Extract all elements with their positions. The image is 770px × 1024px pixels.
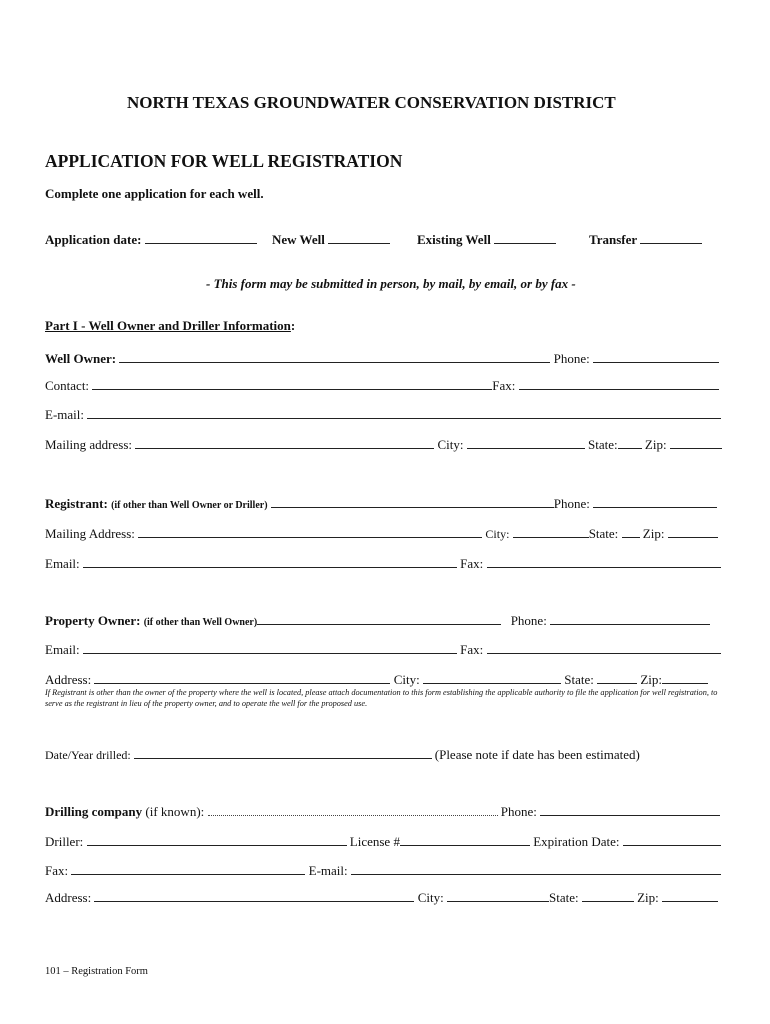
property-owner-zip-field[interactable] (662, 671, 708, 684)
property-owner-address-field[interactable] (94, 671, 390, 684)
form-title: APPLICATION FOR WELL REGISTRATION (45, 151, 403, 171)
property-owner-zip-label: Zip: (640, 672, 663, 687)
date-drilled-row (45, 746, 640, 763)
property-owner-qualifier: (if other than Well Owner) (143, 617, 258, 628)
driller-email-field[interactable] (351, 862, 721, 875)
registrant-mailing-field[interactable] (138, 525, 482, 538)
contact-field[interactable] (92, 377, 492, 390)
application-date-label: Application date: (45, 232, 142, 247)
part1-heading-text: Part I - Well Owner and Driller Information (45, 318, 291, 333)
driller-state-label: State: (548, 890, 579, 905)
transfer-label: Transfer (589, 232, 638, 247)
driller-row (45, 833, 721, 850)
driller-address-label: Address: (45, 890, 92, 905)
drilling-company-label: Drilling company (45, 804, 143, 819)
registrant-phone-field[interactable] (593, 495, 717, 508)
date-drilled-label: Date/Year drilled: (45, 748, 131, 762)
part1-heading-colon: : (290, 318, 296, 333)
license-field[interactable] (400, 833, 530, 846)
submission-note: - This form may be submitted in person, by mail, by email, or by fax - (206, 276, 576, 291)
drilling-company-row (45, 803, 720, 820)
driller-state-field[interactable] (582, 889, 634, 902)
registrant-email-label: Email: (45, 556, 80, 571)
property-owner-email-row (45, 641, 721, 658)
property-owner-phone-field[interactable] (550, 612, 710, 625)
registrant-email-field[interactable] (83, 555, 457, 568)
well-owner-phone-field[interactable] (593, 350, 719, 363)
registrant-phone-label: Phone: (553, 496, 590, 511)
well-owner-label: Well Owner: (45, 351, 117, 366)
application-date-field[interactable] (145, 231, 257, 244)
instruction-text: Complete one application for each well. (45, 186, 264, 201)
driller-city-label: City: (417, 890, 444, 905)
property-owner-address-row (45, 671, 708, 688)
driller-zip-field[interactable] (662, 889, 718, 902)
driller-zip-label: Zip: (637, 890, 659, 905)
driller-address-row (45, 889, 718, 906)
registrant-row (45, 495, 717, 512)
driller-label: Driller: (45, 834, 84, 849)
registrant-field[interactable] (271, 495, 554, 508)
registrant-fax-label: Fax: (460, 556, 484, 571)
application-type-row (45, 231, 257, 248)
form-footer: 101 – Registration Form (45, 966, 148, 977)
expiration-label: Expiration Date: (533, 834, 620, 849)
driller-field[interactable] (87, 833, 347, 846)
drilling-company-phone-label: Phone: (500, 804, 537, 819)
property-owner-state-field[interactable] (597, 671, 637, 684)
well-owner-field[interactable] (119, 350, 550, 363)
existing-well-label: Existing Well (417, 232, 491, 247)
contact-label: Contact: (45, 378, 90, 393)
well-owner-zip-label: Zip: (644, 437, 667, 452)
drilling-company-qualifier: (if known): (145, 804, 205, 819)
property-owner-email-field[interactable] (83, 641, 457, 654)
property-owner-address-label: Address: (45, 672, 92, 687)
property-owner-city-label: City: (393, 672, 420, 687)
well-owner-mailing-row (45, 436, 722, 453)
contact-fax-label: Fax: (492, 378, 516, 393)
driller-fax-row (45, 862, 721, 879)
license-label: License # (349, 834, 400, 849)
well-owner-email-field[interactable] (87, 406, 721, 419)
existing-well-option (417, 231, 556, 248)
date-drilled-field[interactable] (134, 746, 432, 759)
property-owner-email-label: Email: (45, 642, 80, 657)
driller-email-label: E-mail: (308, 863, 348, 878)
well-owner-state-label: State: (588, 437, 618, 452)
driller-fax-label: Fax: (45, 863, 69, 878)
contact-fax-field[interactable] (519, 377, 719, 390)
drilling-company-field[interactable] (208, 803, 498, 816)
transfer-option (589, 231, 702, 248)
property-owner-fax-label: Fax: (460, 642, 484, 657)
drilling-company-phone-field[interactable] (540, 803, 720, 816)
registrant-state-field[interactable] (622, 525, 640, 538)
new-well-field[interactable] (328, 231, 390, 244)
registrant-fax-field[interactable] (487, 555, 721, 568)
well-owner-city-field[interactable] (467, 436, 585, 449)
registrant-label: Registrant: (45, 496, 108, 511)
registrant-zip-label: Zip: (642, 526, 665, 541)
registrant-mailing-label: Mailing Address: (45, 526, 135, 541)
district-title: NORTH TEXAS GROUNDWATER CONSERVATION DISTRICT (127, 93, 616, 112)
property-owner-note: If Registrant is other than the owner of the property where the well is located, please attach documentation to this form establishing the applicable authority to file the application for well registration, to serve as the registrant in lieu of the property owner, and to operate the well for the proposed use. (45, 688, 718, 708)
well-owner-city-label: City: (437, 437, 464, 452)
expiration-field[interactable] (623, 833, 721, 846)
date-drilled-note: (Please note if date has been estimated) (434, 747, 640, 762)
registrant-city-label: City: (485, 527, 510, 541)
well-owner-mailing-label: Mailing address: (45, 437, 133, 452)
well-owner-email-row (45, 406, 721, 423)
well-owner-zip-field[interactable] (670, 436, 722, 449)
well-owner-state-field[interactable] (618, 436, 642, 449)
property-owner-row (45, 612, 710, 629)
driller-fax-field[interactable] (71, 862, 305, 875)
transfer-field[interactable] (640, 231, 702, 244)
property-owner-label: Property Owner: (45, 613, 141, 628)
part1-heading (45, 318, 295, 334)
driller-city-field[interactable] (447, 889, 549, 902)
property-owner-city-field[interactable] (423, 671, 561, 684)
property-owner-state-label: State: (564, 672, 594, 687)
registrant-zip-field[interactable] (668, 525, 718, 538)
property-owner-fax-field[interactable] (487, 641, 721, 654)
well-owner-row (45, 350, 719, 367)
property-owner-field[interactable] (257, 612, 501, 625)
new-well-label: New Well (272, 232, 325, 247)
well-owner-mailing-field[interactable] (135, 436, 434, 449)
registrant-city-field[interactable] (513, 525, 589, 538)
registrant-mailing-row (45, 525, 718, 542)
well-owner-email-label: E-mail: (45, 407, 84, 422)
registrant-email-row (45, 555, 721, 572)
existing-well-field[interactable] (494, 231, 556, 244)
contact-row (45, 377, 719, 394)
well-owner-phone-label: Phone: (553, 351, 590, 366)
property-owner-phone-label: Phone: (510, 613, 547, 628)
driller-address-field[interactable] (94, 889, 414, 902)
registrant-state-label: State: (588, 526, 619, 541)
registrant-qualifier: (if other than Well Owner or Driller) (111, 500, 268, 511)
new-well-option (272, 231, 390, 248)
